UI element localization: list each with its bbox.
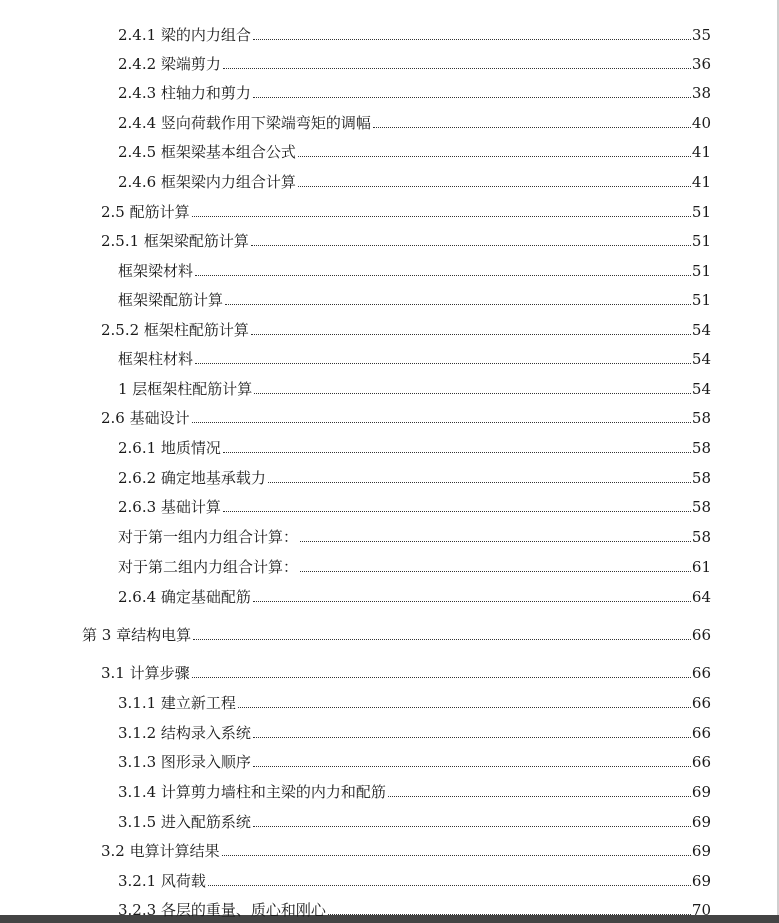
toc-entry[interactable] (118, 51, 711, 73)
toc-leader-dots (251, 245, 691, 246)
toc-leader-dots (300, 571, 691, 572)
toc-entry-label: 框架梁材料 (118, 262, 194, 280)
toc-entry[interactable] (118, 584, 711, 606)
toc-entry-page: 58 (691, 439, 711, 457)
toc-entry[interactable] (118, 749, 711, 771)
toc-entry-page: 54 (691, 350, 711, 368)
toc-leader-dots (225, 304, 691, 305)
toc-leader-dots (254, 393, 691, 394)
toc-entry[interactable] (101, 660, 711, 682)
toc-entry-page: 69 (691, 783, 711, 801)
toc-entry-page: 51 (691, 291, 711, 309)
toc-entry[interactable] (118, 139, 711, 161)
toc-entry[interactable] (118, 169, 711, 191)
toc-leader-dots (222, 855, 691, 856)
toc-entry-label: 2.5.2 框架柱配筋计算 (101, 321, 249, 339)
toc-leader-dots (238, 707, 691, 708)
toc-entry[interactable] (118, 465, 711, 487)
toc-entry-page: 69 (691, 872, 711, 890)
toc-leader-dots (253, 826, 691, 827)
toc-entry-label: 2.6.2 确定地基承载力 (118, 469, 266, 487)
toc-entry[interactable] (118, 258, 711, 280)
toc-entry-page: 64 (691, 588, 711, 606)
toc-entry-page: 58 (691, 409, 711, 427)
toc-entry[interactable] (118, 868, 711, 890)
toc-entry-page: 66 (691, 753, 711, 771)
toc-entry[interactable] (118, 897, 711, 919)
toc-entry-label: 2.6.1 地质情况 (118, 439, 221, 457)
toc-entry-page: 51 (691, 232, 711, 250)
toc-entry-page: 69 (691, 842, 711, 860)
toc-leader-dots (223, 511, 691, 512)
toc-leader-dots (192, 677, 691, 678)
toc-entry-label: 2.4.4 竖向荷载作用下梁端弯矩的调幅 (118, 114, 371, 132)
toc-entry-page: 41 (691, 173, 711, 191)
toc-entry-page: 66 (691, 694, 711, 712)
toc-entry-page: 54 (691, 380, 711, 398)
toc-leader-dots (373, 127, 691, 128)
toc-entry[interactable] (118, 376, 711, 398)
toc-entry-label: 3.1.4 计算剪力墙柱和主梁的内力和配筋 (118, 783, 386, 801)
toc-entry-page: 58 (691, 498, 711, 516)
toc-entry[interactable] (118, 494, 711, 516)
toc-entry[interactable] (118, 346, 711, 368)
toc-leader-dots (195, 363, 691, 364)
toc-entry[interactable] (118, 554, 711, 576)
toc-entry-page: 54 (691, 321, 711, 339)
toc-leader-dots (223, 68, 691, 69)
toc-entry-label: 框架柱材料 (118, 350, 194, 368)
toc-entry-label: 3.2.1 风荷载 (118, 872, 206, 890)
toc-entry[interactable] (118, 720, 711, 742)
toc-entry-label: 1 层框架柱配筋计算 (118, 380, 253, 398)
toc-entry-label: 3.1.3 图形录入顺序 (118, 753, 251, 771)
toc-entry-label: 3.1.1 建立新工程 (118, 694, 236, 712)
toc-entry[interactable] (118, 690, 711, 712)
toc-entry[interactable] (118, 287, 711, 309)
toc-leader-dots (193, 639, 691, 640)
toc-entry[interactable] (101, 199, 711, 221)
toc-entry-page: 58 (691, 469, 711, 487)
toc-leader-dots (253, 737, 691, 738)
toc-entry-page: 70 (691, 901, 711, 919)
toc-entry-page: 58 (691, 528, 711, 546)
toc-entry[interactable] (101, 838, 711, 860)
toc-entry-page: 69 (691, 813, 711, 831)
toc-leader-dots (253, 97, 691, 98)
toc-leader-dots (192, 422, 691, 423)
toc-entry[interactable] (118, 22, 711, 44)
toc-entry[interactable] (118, 435, 711, 457)
toc-entry-label: 2.4.6 框架梁内力组合计算 (118, 173, 296, 191)
toc-entry-label: 2.6.3 基础计算 (118, 498, 221, 516)
toc-entry-page: 61 (691, 558, 711, 576)
toc-leader-dots (253, 39, 691, 40)
toc-entry[interactable] (118, 110, 711, 132)
toc-entry-label: 2.4.1 梁的内力组合 (118, 26, 251, 44)
toc-leader-dots (298, 186, 691, 187)
toc-entry-label: 第 3 章结构电算 (82, 626, 192, 644)
toc-leader-dots (300, 541, 691, 542)
toc-leader-dots (251, 334, 691, 335)
toc-entry-label: 2.4.3 柱轴力和剪力 (118, 84, 251, 102)
toc-entry-label: 2.4.5 框架梁基本组合公式 (118, 143, 296, 161)
toc-entry-page: 36 (691, 55, 711, 73)
toc-entry-label: 3.1.2 结构录入系统 (118, 724, 251, 742)
toc-entry-label: 2.6.4 确定基础配筋 (118, 588, 251, 606)
toc-entry-page: 38 (691, 84, 711, 102)
toc-leader-dots (208, 885, 691, 886)
toc-leader-dots (192, 216, 691, 217)
toc-leader-dots (253, 601, 691, 602)
toc-leader-dots (388, 796, 691, 797)
toc-entry-page: 66 (691, 626, 711, 644)
toc-entry-label: 3.1 计算步骤 (101, 664, 190, 682)
toc-entry[interactable] (101, 405, 711, 427)
toc-entry-label: 2.6 基础设计 (101, 409, 190, 427)
toc-leader-dots (195, 275, 691, 276)
toc-entry-label: 对于第一组内力组合计算： (118, 528, 299, 546)
toc-leader-dots (268, 482, 691, 483)
toc-entry-page: 66 (691, 664, 711, 682)
toc-entry[interactable] (118, 809, 711, 831)
toc-entry[interactable] (118, 524, 711, 546)
toc-entry[interactable] (118, 779, 711, 801)
toc-entry-page: 35 (691, 26, 711, 44)
toc-entry[interactable] (118, 80, 711, 102)
toc-entry-label: 2.5 配筋计算 (101, 203, 190, 221)
toc-entry-page: 40 (691, 114, 711, 132)
toc-entry[interactable] (101, 228, 711, 250)
toc-leader-dots (223, 452, 691, 453)
toc-entry-page: 51 (691, 262, 711, 280)
toc-entry-page: 51 (691, 203, 711, 221)
toc-leader-dots (253, 766, 691, 767)
toc-leader-dots (298, 156, 691, 157)
toc-entry-page: 41 (691, 143, 711, 161)
toc-entry-label: 3.2 电算计算结果 (101, 842, 220, 860)
toc-entry-label: 3.2.3 各层的重量、质心和刚心 (118, 901, 326, 919)
toc-entry[interactable] (101, 317, 711, 339)
toc-leader-dots (328, 914, 691, 915)
toc-entry-label: 2.5.1 框架梁配筋计算 (101, 232, 249, 250)
toc-entry-page: 66 (691, 724, 711, 742)
toc-entry-label: 对于第二组内力组合计算： (118, 558, 299, 576)
toc-entry[interactable] (82, 622, 711, 644)
toc-entry-label: 框架梁配筋计算 (118, 291, 224, 309)
toc-entry-label: 2.4.2 梁端剪力 (118, 55, 221, 73)
toc-entry-label: 3.1.5 进入配筋系统 (118, 813, 251, 831)
